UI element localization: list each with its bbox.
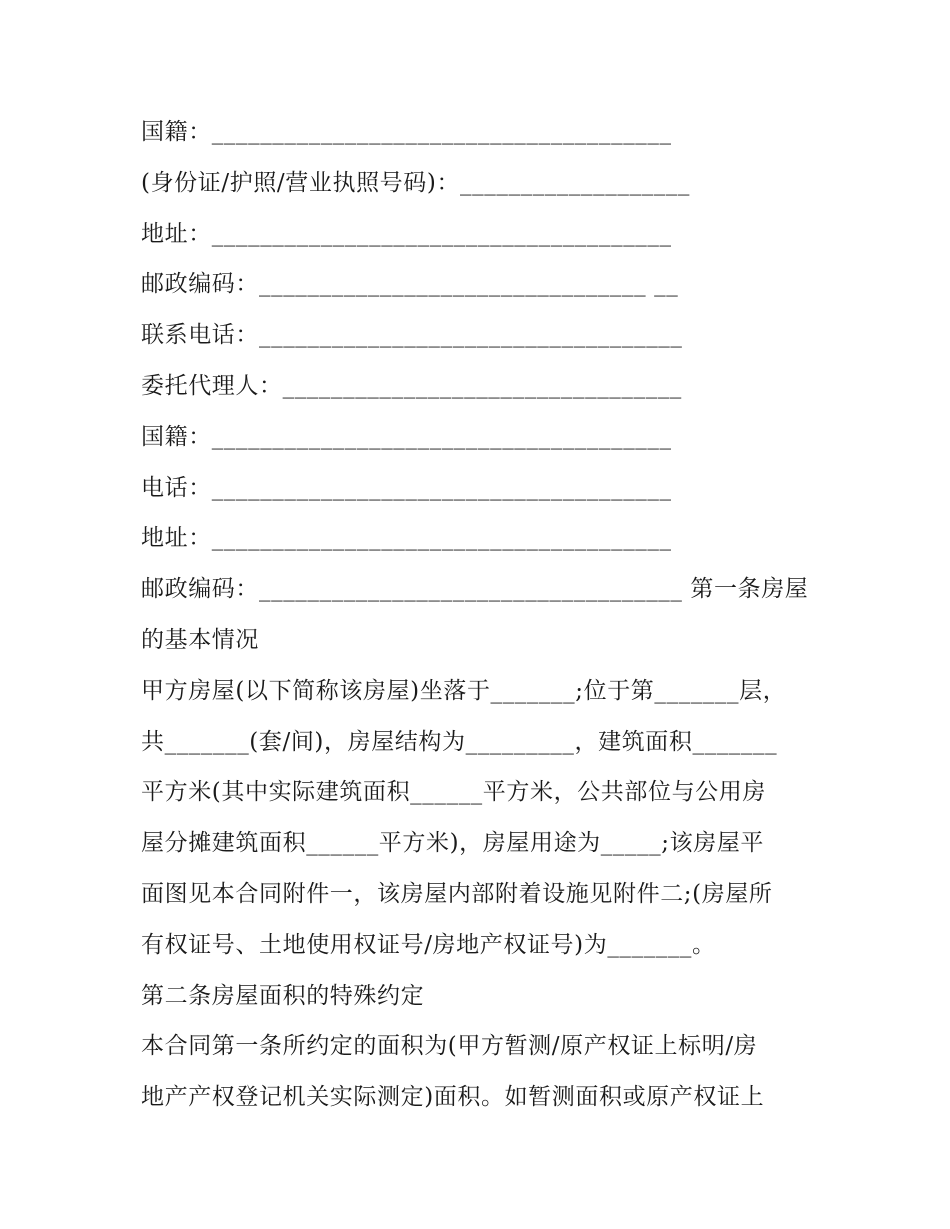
text-line-agent-postal-code: 邮政编码：___________________________________ 第一条房屋 bbox=[141, 576, 809, 603]
text-line-agent-phone: 电话：______________________________________ bbox=[141, 474, 672, 501]
text-line-agent-address: 地址：______________________________________ bbox=[141, 525, 672, 552]
text-line-agent: 委托代理人：_________________________________ bbox=[141, 372, 682, 399]
text-line-body: 屋分摊建筑面积______平方米)，房屋用途为_____;该房屋平 bbox=[141, 830, 765, 857]
text-line-body: 本合同第一条所约定的面积为(甲方暂测/原产权证上标明/房 bbox=[141, 1033, 758, 1060]
text-line-body: 甲方房屋(以下简称该房屋)坐落于_______;位于第_______层， bbox=[141, 677, 787, 704]
text-line-address: 地址：______________________________________ bbox=[141, 220, 672, 247]
text-line-agent-nationality: 国籍：______________________________________ bbox=[141, 423, 672, 450]
text-line-body: 有权证号、土地使用权证号/房地产权证号)为_______。 bbox=[141, 931, 716, 958]
text-line-body: 面图见本合同附件一，该房屋内部附着设施见附件二;(房屋所 bbox=[141, 880, 773, 907]
text-line-body: 共_______(套/间)，房屋结构为_________，建筑面积_______ bbox=[141, 728, 778, 755]
text-line-section1-title: 的基本情况 bbox=[141, 626, 259, 653]
document-body bbox=[141, 107, 813, 1123]
text-line-id-number: (身份证/护照/营业执照号码)：___________________ bbox=[141, 169, 690, 196]
text-line-body: 平方米(其中实际建筑面积______平方米，公共部位与公用房 bbox=[141, 779, 766, 806]
text-line-phone: 联系电话：___________________________________ bbox=[141, 322, 683, 349]
text-line-postal-code: 邮政编码：________________________________ __ bbox=[141, 271, 679, 298]
text-line-section2-title: 第二条房屋面积的特殊约定 bbox=[141, 982, 425, 1009]
text-line-body: 地产产权登记机关实际测定)面积。如暂测面积或原产权证上 bbox=[141, 1084, 765, 1111]
text-line-nationality: 国籍：______________________________________ bbox=[141, 119, 672, 145]
